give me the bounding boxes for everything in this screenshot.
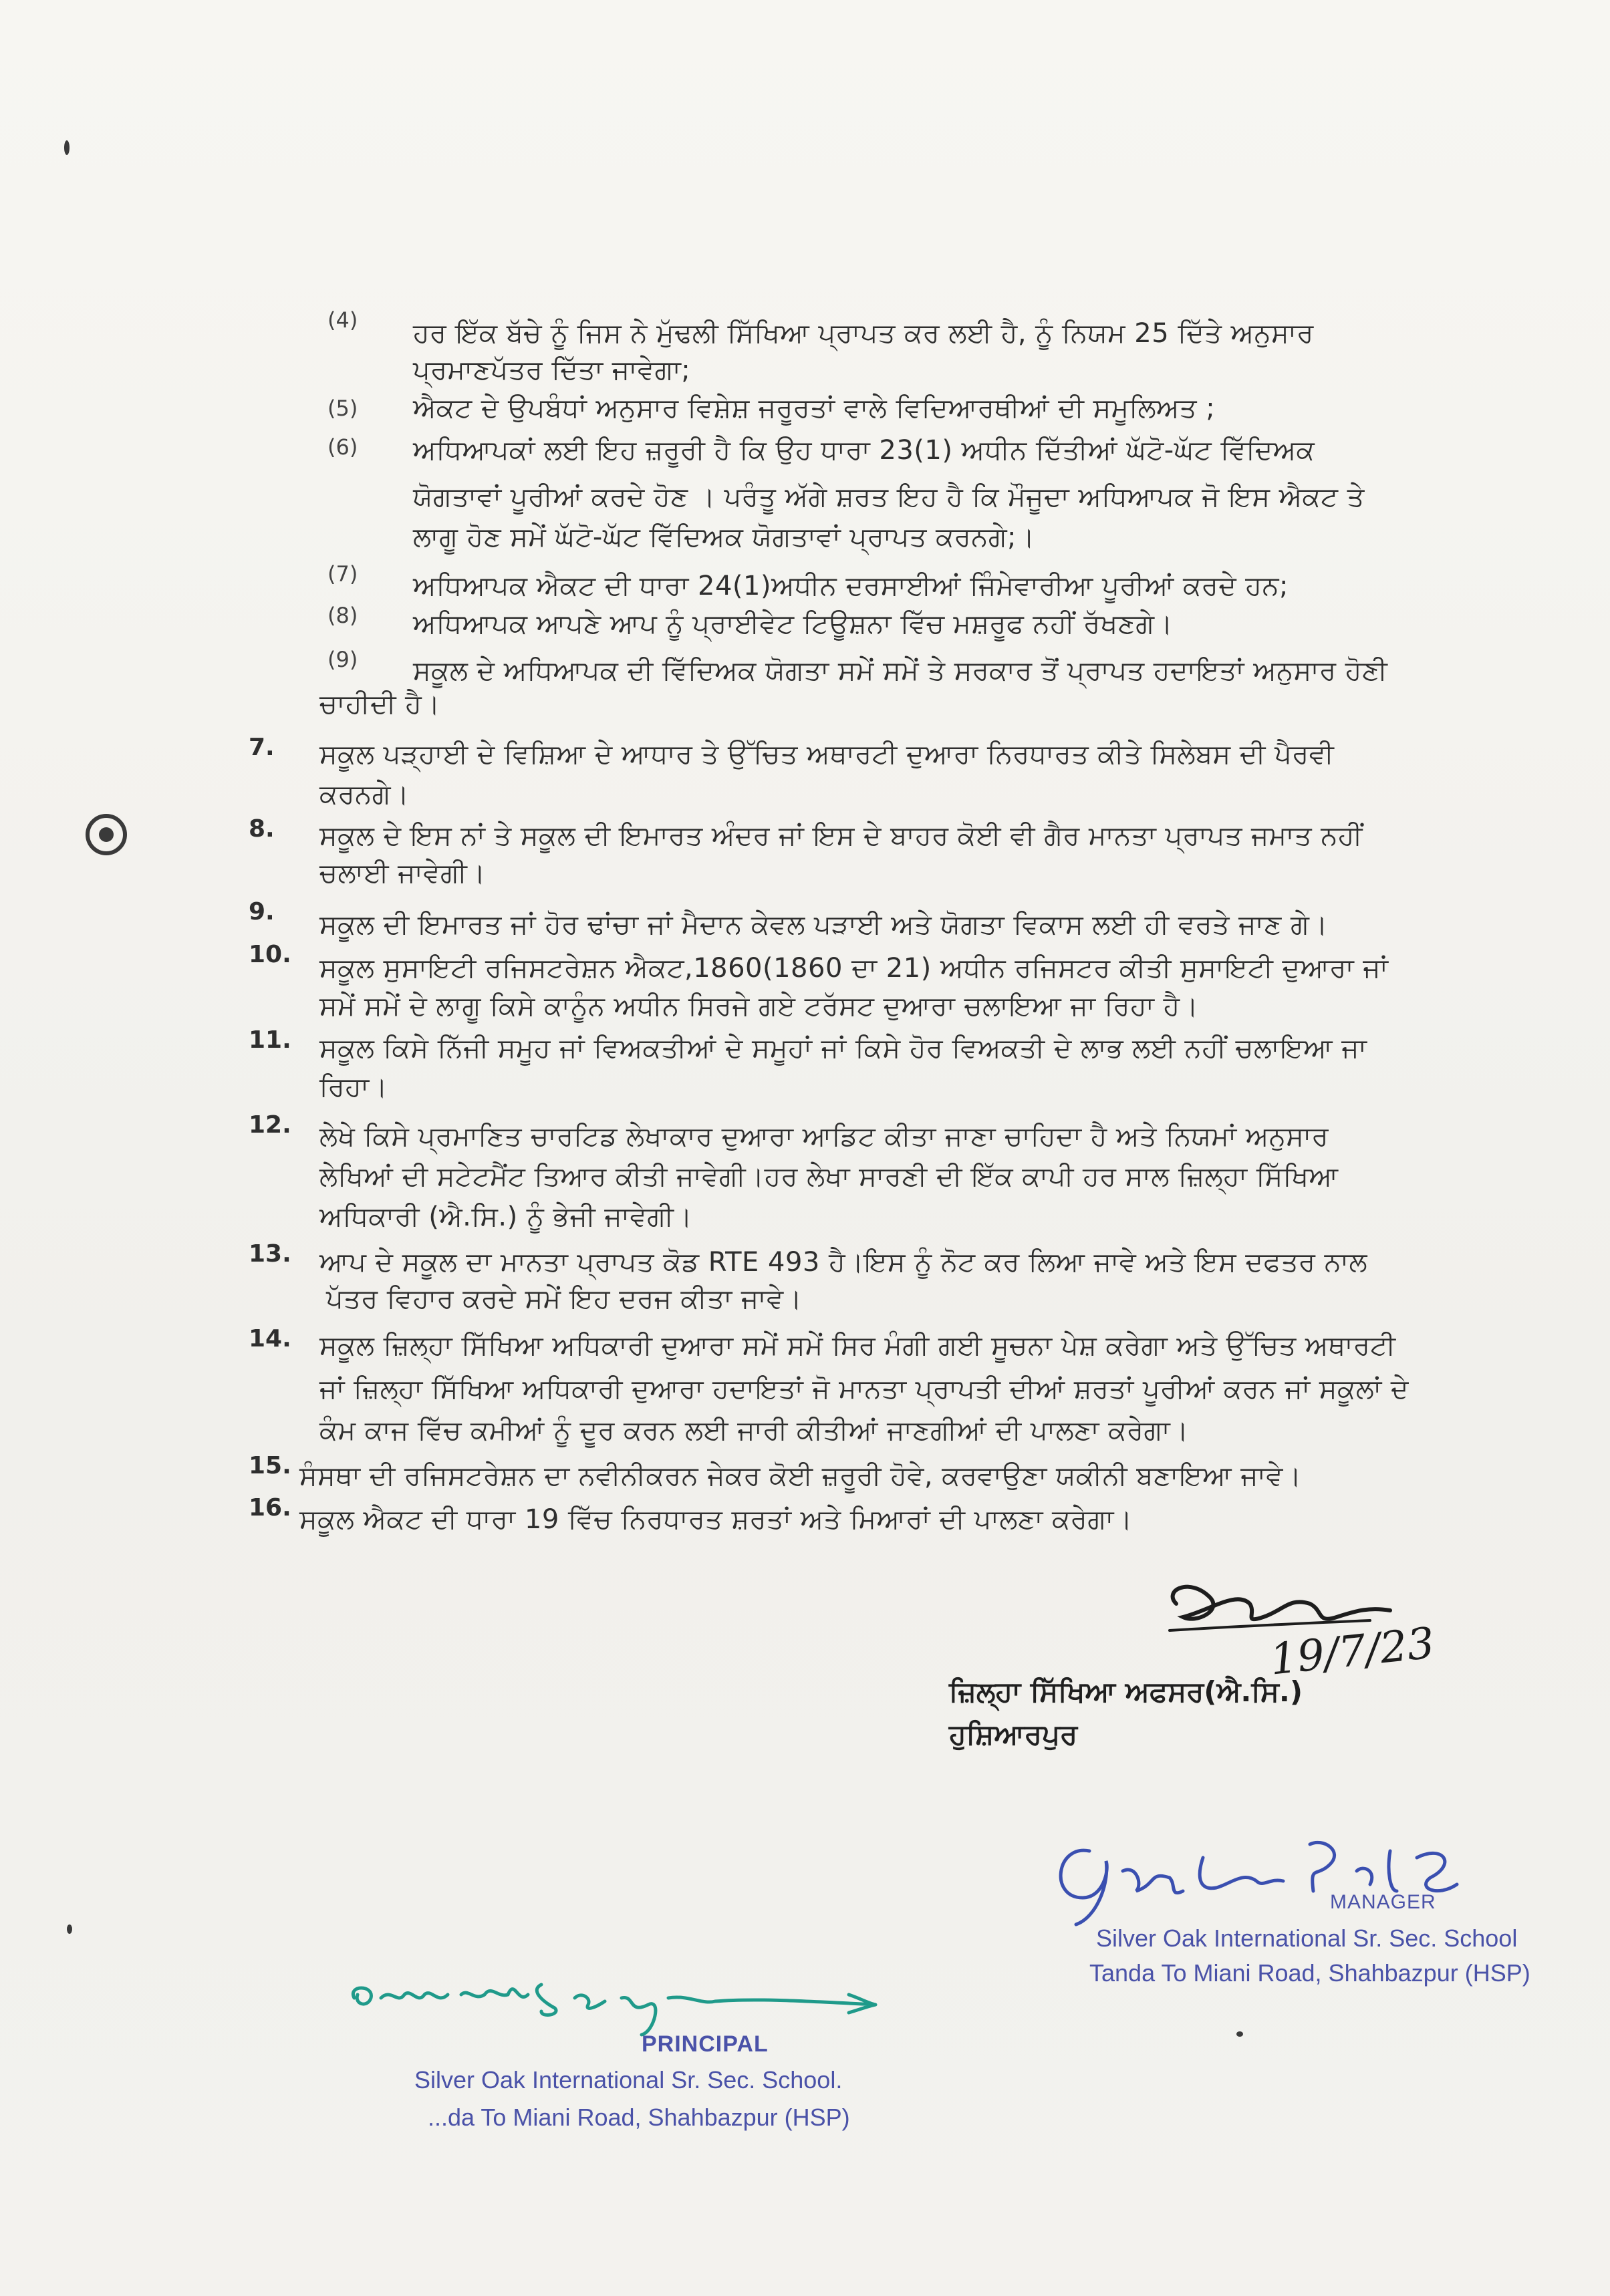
clause-8-line-2: ਚਲਾਈ ਜਾਵੇਗੀ। bbox=[319, 858, 486, 889]
subclause-5-number: (5) bbox=[327, 396, 358, 421]
clause-7-line-2: ਕਰਨਗੇ। bbox=[319, 779, 410, 810]
clause-9-line-1: ਸਕੂਲ ਦੀ ਇਮਾਰਤ ਜਾਂ ਹੋਰ ਢਾਂਚਾ ਜਾਂ ਮੈਦਾਨ ਕੇਵਲ ਪੜਾਈ ਅਤੇ ਯੋਗਤਾ ਵਿਕਾਸ ਲਈ ਹੀ ਵਰਤੇ ਜਾਣ ਗੇ। bbox=[319, 909, 1328, 940]
clause-8-line-1: ਸਕੂਲ ਦੇ ਇਸ ਨਾਂ ਤੇ ਸਕੂਲ ਦੀ ਇਮਾਰਤ ਅੰਦਰ ਜਾਂ ਇਸ ਦੇ ਬਾਹਰ ਕੋਈ ਵੀ ਗੈਰ ਮਾਨਤਾ ਪ੍ਰਾਪਤ ਜਮਾਤ ਨਹੀਂ bbox=[319, 821, 1363, 851]
clause-12-line-3: ਅਧਿਕਾਰੀ (ਐ.ਸਿ.) ਨੂੰ ਭੇਜੀ ਜਾਵੇਗੀ। bbox=[319, 1201, 692, 1232]
clause-10-line-2: ਸਮੇਂ ਸਮੇਂ ਦੇ ਲਾਗੂ ਕਿਸੇ ਕਾਨੂੰਨ ਅਧੀਨ ਸਿਰਜੇ ਗਏ ਟਰੱਸਟ ਦੁਆਰਾ ਚਲਾਇਆ ਜਾ ਰਿਹਾ ਹੈ। bbox=[319, 991, 1199, 1022]
clause-15-number: 15. bbox=[249, 1452, 291, 1479]
manager-title: MANAGER bbox=[1330, 1891, 1436, 1913]
clause-12-number: 12. bbox=[249, 1111, 291, 1139]
clause-12-line-2: ਲੇਖਿਆਂ ਦੀ ਸਟੇਟਮੈਂਟ ਤਿਆਰ ਕੀਤੀ ਜਾਵੇਗੀ।ਹਰ ਲੇਖਾ ਸਾਰਣੀ ਦੀ ਇੱਕ ਕਾਪੀ ਹਰ ਸਾਲ ਜ਼ਿਲ੍ਹਾ ਸਿੱਖਿਆ bbox=[319, 1161, 1339, 1192]
subclause-4-line-1: ਹਰ ਇੱਕ ਬੱਚੇ ਨੂੰ ਜਿਸ ਨੇ ਮੁੱਢਲੀ ਸਿੱਖਿਆ ਪ੍ਰਾਪਤ ਕਰ ਲਈ ਹੈ, ਨੂੰ ਨਿਯਮ 25 ਦਿੱਤੇ ਅਨੁਸਾਰ bbox=[413, 318, 1314, 349]
officer-designation: ਜ਼ਿਲ੍ਹਾ ਸਿੱਖਿਆ ਅਫਸਰ(ਐ.ਸਿ.) bbox=[949, 1675, 1303, 1708]
subclause-9-line-2: ਚਾਹੀਦੀ ਹੈ। bbox=[319, 689, 440, 720]
clause-15-line-1: ਸੰਸਥਾ ਦੀ ਰਜਿਸਟਰੇਸ਼ਨ ਦਾ ਨਵੀਨੀਕਰਨ ਜੇਕਰ ਕੋਈ ਜ਼ਰੂਰੀ ਹੋਵੇ, ਕਰਵਾਉਣਾ ਯਕੀਨੀ ਬਣਾਇਆ ਜਾਵੇ। bbox=[299, 1461, 1302, 1491]
scan-speck bbox=[67, 1924, 72, 1934]
subclause-6-line-2: ਯੋਗਤਾਵਾਂ ਪੂਰੀਆਂ ਕਰਦੇ ਹੋਣ । ਪਰੰਤੂ ਅੱਗੇ ਸ਼ਰਤ ਇਹ ਹੈ ਕਿ ਮੌਜੂਦਾ ਅਧਿਆਪਕ ਜੋ ਇਸ ਐਕਟ ਤੇ bbox=[413, 482, 1365, 513]
clause-11-line-1: ਸਕੂਲ ਕਿਸੇ ਨਿੱਜੀ ਸਮੂਹ ਜਾਂ ਵਿਅਕਤੀਆਂ ਦੇ ਸਮੂਹਾਂ ਜਾਂ ਕਿਸੇ ਹੋਰ ਵਿਅਕਤੀ ਦੇ ਲਾਭ ਲਈ ਨਹੀਂ ਚਲਾਇਆ ਜਾ bbox=[319, 1033, 1367, 1064]
subclause-6-line-3: ਲਾਗੂ ਹੋਣ ਸਮੇਂ ਘੱਟੋ-ਘੱਟ ਵਿੱਦਿਅਕ ਯੋਗਤਾਵਾਂ ਪ੍ਰਾਪਤ ਕਰਨਗੇ;। bbox=[413, 522, 1035, 553]
clause-16-line-1: ਸਕੂਲ ਐਕਟ ਦੀ ਧਾਰਾ 19 ਵਿੱਚ ਨਿਰਧਾਰਤ ਸ਼ਰਤਾਂ ਅਤੇ ਮਿਆਰਾਂ ਦੀ ਪਾਲਣਾ ਕਰੇਗਾ। bbox=[299, 1504, 1133, 1535]
punch-hole-mark bbox=[86, 814, 127, 855]
clause-13-number: 13. bbox=[249, 1240, 291, 1268]
principal-school: Silver Oak International Sr. Sec. School. bbox=[414, 2066, 843, 2094]
subclause-8-line-1: ਅਧਿਆਪਕ ਆਪਣੇ ਆਪ ਨੂੰ ਪ੍ਰਾਈਵੇਟ ਟਿਊਸ਼ਨਾ ਵਿੱਚ ਮਸ਼ਰੂਫ ਨਹੀਂ ਰੱਖਣਗੇ। bbox=[413, 609, 1173, 639]
principal-signature bbox=[341, 1958, 889, 2045]
scan-speck bbox=[1236, 2031, 1243, 2037]
manager-signature bbox=[1043, 1824, 1470, 1931]
clause-16-number: 16. bbox=[249, 1494, 291, 1522]
subclause-5-line-1: ਐਕਟ ਦੇ ਉਪਬੰਧਾਂ ਅਨੁਸਾਰ ਵਿਸ਼ੇਸ਼ ਜਰੂਰਤਾਂ ਵਾਲੇ ਵਿਦਿਆਰਥੀਆਂ ਦੀ ਸਮੂਲਿਅਤ ; bbox=[413, 393, 1216, 424]
clause-11-line-2: ਰਿਹਾ। bbox=[319, 1072, 388, 1103]
clause-9-number: 9. bbox=[249, 898, 275, 925]
clause-7-line-1: ਸਕੂਲ ਪੜ੍ਹਾਈ ਦੇ ਵਿਸ਼ਿਆ ਦੇ ਆਧਾਰ ਤੇ ਉੱਚਿਤ ਅਥਾਰਟੀ ਦੁਆਰਾ ਨਿਰਧਾਰਤ ਕੀਤੇ ਸਿਲੇਬਸ ਦੀ ਪੈਰਵੀ bbox=[319, 739, 1335, 770]
subclause-6-line-1: ਅਧਿਆਪਕਾਂ ਲਈ ਇਹ ਜ਼ਰੂਰੀ ਹੈ ਕਿ ਉਹ ਧਾਰਾ 23(1) ਅਧੀਨ ਦਿੱਤੀਆਂ ਘੱਟੋ-ਘੱਟ ਵਿੱਦਿਅਕ bbox=[413, 435, 1315, 466]
subclause-6-number: (6) bbox=[327, 434, 358, 460]
clause-14-line-3: ਕੰਮ ਕਾਜ ਵਿੱਚ ਕਮੀਆਂ ਨੂੰ ਦੂਰ ਕਰਨ ਲਈ ਜਾਰੀ ਕੀਤੀਆਂ ਜਾਣਗੀਆਂ ਦੀ ਪਾਲਣਾ ਕਰੇਗਾ। bbox=[319, 1415, 1189, 1446]
clause-14-line-2: ਜਾਂ ਜ਼ਿਲ੍ਹਾ ਸਿੱਖਿਆ ਅਧਿਕਾਰੀ ਦੁਆਰਾ ਹਦਾਇਤਾਂ ਜੋ ਮਾਨਤਾ ਪ੍ਰਾਪਤੀ ਦੀਆਂ ਸ਼ਰਤਾਂ ਪੂਰੀਆਂ ਕਰਨ ਜਾਂ ਸਕੂਲਾਂ ਦੇ bbox=[319, 1374, 1409, 1405]
manager-address: Tanda To Miani Road, Shahbazpur (HSP) bbox=[1089, 1959, 1530, 1987]
clause-10-number: 10. bbox=[249, 941, 291, 968]
scan-speck bbox=[64, 140, 70, 155]
clause-11-number: 11. bbox=[249, 1026, 291, 1054]
officer-location: ਹੁਸ਼ਿਆਰਪੁਰ bbox=[949, 1718, 1078, 1751]
subclause-7-line-1: ਅਧਿਆਪਕ ਐਕਟ ਦੀ ਧਾਰਾ 24(1)ਅਧੀਨ ਦਰਸਾਈਆਂ ਜਿੰਮੇਵਾਰੀਆ ਪੂਰੀਆਂ ਕਰਦੇ ਹਨ; bbox=[413, 571, 1289, 601]
clause-13-line-1: ਆਪ ਦੇ ਸਕੂਲ ਦਾ ਮਾਨਤਾ ਪ੍ਰਾਪਤ ਕੋਡ RTE 493 ਹੈ।ਇਸ ਨੂੰ ਨੋਟ ਕਰ ਲਿਆ ਜਾਵੇ ਅਤੇ ਇਸ ਦਫਤਰ ਨਾਲ bbox=[319, 1247, 1368, 1278]
principal-title: PRINCIPAL bbox=[642, 2031, 769, 2057]
clause-7-number: 7. bbox=[249, 734, 275, 761]
clause-10-line-1: ਸਕੂਲ ਸੁਸਾਇਟੀ ਰਜਿਸਟਰੇਸ਼ਨ ਐਕਟ,1860(1860 ਦਾ 21) ਅਧੀਨ ਰਜਿਸਟਰ ਕੀਤੀ ਸੁਸਾਇਟੀ ਦੁਆਰਾ ਜਾਂ bbox=[319, 953, 1389, 984]
clause-13-line-2: ਪੱਤਰ ਵਿਹਾਰ ਕਰਦੇ ਸਮੇਂ ਇਹ ਦਰਜ ਕੀਤਾ ਜਾਵੇ। bbox=[326, 1284, 803, 1314]
principal-address: ...da To Miani Road, Shahbazpur (HSP) bbox=[428, 2104, 850, 2131]
clause-8-number: 8. bbox=[249, 815, 275, 843]
subclause-9-number: (9) bbox=[327, 647, 358, 672]
subclause-4-number: (4) bbox=[327, 307, 358, 333]
subclause-8-number: (8) bbox=[327, 603, 358, 628]
subclause-4-line-2: ਪ੍ਰਮਾਣਪੱਤਰ ਦਿੱਤਾ ਜਾਵੇਗਾ; bbox=[413, 355, 691, 386]
officer-sign-block bbox=[949, 1671, 1417, 1764]
clause-12-line-1: ਲੇਖੇ ਕਿਸੇ ਪ੍ਰਮਾਣਿਤ ਚਾਰਟਿਡ ਲੇਖਾਕਾਰ ਦੁਆਰਾ ਆਡਿਟ ਕੀਤਾ ਜਾਣਾ ਚਾਹਿਦਾ ਹੈ ਅਤੇ ਨਿਯਮਾਂ ਅਨੁਸਾਰ bbox=[319, 1121, 1329, 1152]
subclause-7-number: (7) bbox=[327, 561, 358, 587]
clause-14-number: 14. bbox=[249, 1325, 291, 1352]
clause-14-line-1: ਸਕੂਲ ਜ਼ਿਲ੍ਹਾ ਸਿੱਖਿਆ ਅਧਿਕਾਰੀ ਦੁਆਰਾ ਸਮੇਂ ਸਮੇਂ ਸਿਰ ਮੰਗੀ ਗਈ ਸੂਚਨਾ ਪੇਸ਼ ਕਰੇਗਾ ਅਤੇ ਉੱਚਿਤ ਅਥਾਰਟੀ bbox=[319, 1330, 1396, 1361]
officer-signature-date: 19/7/23 bbox=[1267, 1618, 1437, 1685]
subclause-9-line-1: ਸਕੂਲ ਦੇ ਅਧਿਆਪਕ ਦੀ ਵਿੱਦਿਅਕ ਯੋਗਤਾ ਸਮੇਂ ਸਮੇਂ ਤੇ ਸਰਕਾਰ ਤੋਂ ਪ੍ਰਾਪਤ ਹਦਾਇਤਾਂ ਅਨੁਸਾਰ ਹੋਣੀ bbox=[413, 656, 1388, 686]
manager-school: Silver Oak International Sr. Sec. School bbox=[1096, 1924, 1518, 1952]
